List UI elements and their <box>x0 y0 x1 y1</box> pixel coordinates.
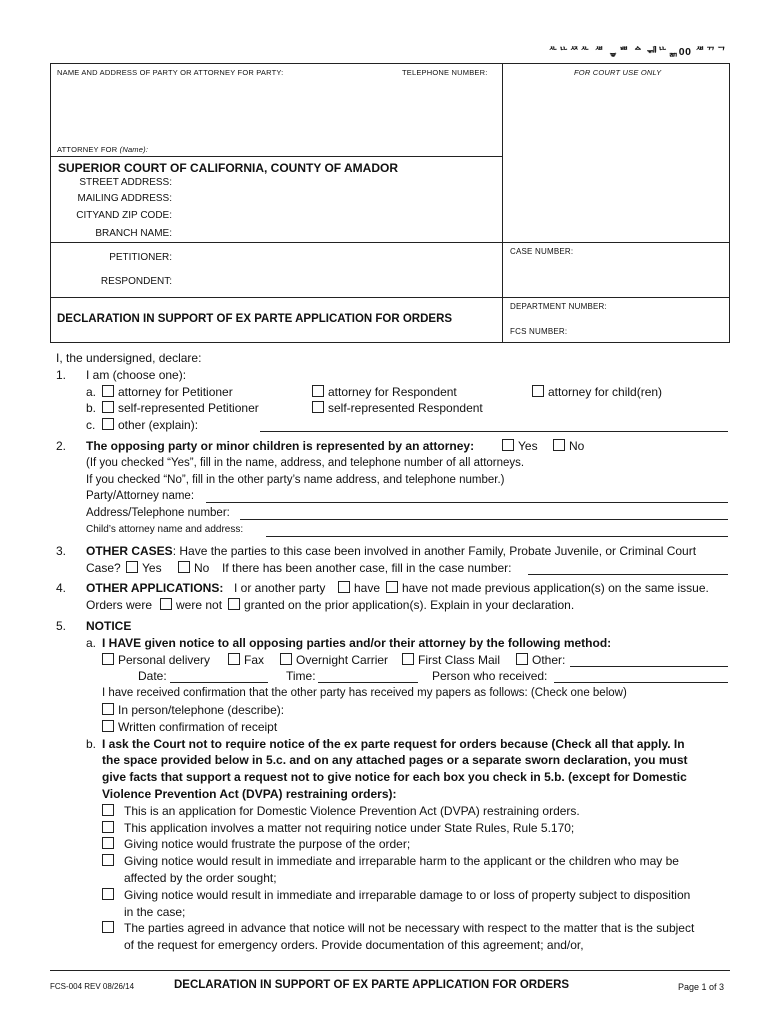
notice-a-row <box>50 635 740 652</box>
frustrate-purpose-checkbox[interactable] <box>102 837 114 849</box>
child-attorney-label: Child’s attorney name and address: <box>86 523 244 535</box>
first-class-mail-label: First Class Mail <box>418 652 501 667</box>
party-attorney-label: Party/Attorney name: <box>86 490 195 503</box>
attorney-for-name-hint: (Name): <box>119 145 149 154</box>
notice-b-row-1 <box>50 736 740 753</box>
agreed-no-notice-label: The parties agreed in advance that notice will not be necessary with respect to the matter that is the subject <box>124 921 695 936</box>
item-letter: a. <box>86 635 97 650</box>
item-letter: c. <box>86 418 96 433</box>
other-cases-text: : Have the parties to this case been involved in another Family, Probate Juvenile, or Criminal Court <box>172 543 697 558</box>
self-respondent-label: self-represented Respondent <box>328 401 483 416</box>
atty-respondent-checkbox[interactable] <box>312 385 324 397</box>
attorney-for-text: ATTORNEY FOR <box>57 145 118 154</box>
section-2-text: The opposing party or minor children is represented by an attorney: <box>86 438 475 453</box>
self-petitioner-label: self-represented Petitioner <box>118 401 259 416</box>
section-4-orders-row <box>50 597 740 614</box>
property-damage-label: Giving notice would result in immediate and irreparable damage to or loss of property subject to disposition <box>124 887 691 902</box>
person-received-label: Person who received: <box>432 669 548 684</box>
property-damage-checkbox[interactable] <box>102 888 114 900</box>
other-applications-heading: OTHER APPLICATIONS: <box>86 581 224 596</box>
note-text: If you checked “No”, fill in the other party’s name address, and telephone number.) <box>86 473 505 486</box>
other-method-label: Other: <box>532 652 566 667</box>
atty-respondent-label: attorney for Respondent <box>328 384 457 399</box>
court-use-label: FOR COURT USE ONLY <box>574 68 662 77</box>
confirmation-row <box>50 685 740 702</box>
section-4-heading <box>50 580 740 597</box>
agreed-no-notice-checkbox[interactable] <box>102 921 114 933</box>
other-role-input[interactable] <box>260 419 728 432</box>
notice-date-row <box>50 668 740 685</box>
rule-5170-label: This application involves a matter not requiring notice under State Rules, Rule 5.170; <box>124 820 575 835</box>
orders-were-label: Orders were <box>86 598 153 613</box>
no-label: No <box>194 560 210 575</box>
dvpa-label: This is an application for Domestic Violence Prevention Act (DVPA) restraining orders. <box>124 803 580 818</box>
have-not-checkbox[interactable] <box>386 581 398 593</box>
case-label: Case? <box>86 560 121 575</box>
declaration-body <box>50 350 740 954</box>
party-label: NAME AND ADDRESS OF PARTY OR ATTORNEY FOR PARTY: <box>57 68 284 77</box>
notice-method-row <box>50 652 740 669</box>
yes-label: Yes <box>142 560 162 575</box>
child-attorney-row <box>50 522 740 539</box>
frustrate-purpose-label: Giving notice would frustrate the purpose of the order; <box>124 837 411 852</box>
item-letter: b. <box>86 736 97 751</box>
notice-b-row-4 <box>50 786 740 803</box>
notice-b-row-2 <box>50 752 740 769</box>
section-1-text: I am (choose one): <box>86 367 187 382</box>
written-confirmation-checkbox[interactable] <box>102 720 114 732</box>
section-5-heading <box>50 618 740 635</box>
footer-title: DECLARATION IN SUPPORT OF EX PARTE APPLICATION FOR ORDERS <box>174 979 570 991</box>
personal-delivery-label: Personal delivery <box>118 652 211 667</box>
no-notice-text: I ask the Court not to require notice of the ex parte request for orders because (Check all that apply. In <box>102 736 685 751</box>
address-telephone-row <box>50 505 740 522</box>
confirmation-text: I have received confirmation that the other party has received my papers as follows: (Check one below) <box>102 687 627 700</box>
section-1-heading <box>50 367 740 384</box>
reason-harm-row <box>50 853 740 870</box>
notice-heading: NOTICE <box>86 618 132 633</box>
mailing-address-label: MAILING ADDRESS: <box>77 193 172 204</box>
reason-property-row <box>50 887 740 904</box>
case-number-label: CASE NUMBER: <box>510 247 574 256</box>
section-number: 3. <box>56 543 67 558</box>
written-confirmation-label: Written confirmation of receipt <box>118 719 278 734</box>
atty-children-label: attorney for child(ren) <box>548 384 663 399</box>
overnight-carrier-label: Overnight Carrier <box>296 652 389 667</box>
notice-time-input[interactable] <box>318 670 418 683</box>
no-notice-text: Violence Prevention Act (DVPA) restraining orders): <box>102 786 397 801</box>
written-confirmation-row <box>50 719 740 736</box>
other-role-label: other (explain): <box>118 418 199 433</box>
reason-harm-row-2 <box>50 870 740 887</box>
section-2-note-1 <box>50 455 740 472</box>
section-3-heading <box>50 543 740 560</box>
form-title: DECLARATION IN SUPPORT OF EX PARTE APPLICATION FOR ORDERS <box>57 313 453 325</box>
section-2-note-2 <box>50 472 740 489</box>
irreparable-harm-checkbox[interactable] <box>102 854 114 866</box>
granted-label: granted on the prior application(s). Explain in your declaration. <box>244 598 575 613</box>
form-id: FCS-004 REV 08/26/14 <box>50 982 135 991</box>
represented-no-checkbox[interactable] <box>553 439 565 451</box>
fax-checkbox[interactable] <box>228 653 240 665</box>
atty-children-checkbox[interactable] <box>532 385 544 397</box>
section-2-heading <box>50 438 740 455</box>
intro-text: I, the undersigned, declare: <box>56 351 202 365</box>
have-label: have <box>354 581 381 596</box>
address-telephone-input[interactable] <box>240 507 728 520</box>
telephone-label: TELEPHONE NUMBER: <box>402 68 488 77</box>
other-applications-text: I or another party <box>234 581 326 596</box>
other-method-checkbox[interactable] <box>516 653 528 665</box>
granted-checkbox[interactable] <box>228 598 240 610</box>
no-notice-text: the space provided below in 5.c. and on any attached pages or a separate sworn declaration, you must <box>102 753 688 768</box>
other-method-input[interactable] <box>570 654 728 667</box>
reason-rule-row <box>50 820 740 837</box>
section-number: 2. <box>56 438 67 453</box>
note-text: (If you checked “Yes”, fill in the name, address, and telephone number of all attorneys. <box>86 456 525 469</box>
item-letter: a. <box>86 384 97 399</box>
section-number: 4. <box>56 581 67 596</box>
other-role-checkbox[interactable] <box>102 418 114 430</box>
party-attorney-input[interactable] <box>206 490 728 503</box>
caption-rule <box>50 297 730 298</box>
reason-dvpa-row <box>50 803 740 820</box>
have-checkbox[interactable] <box>338 581 350 593</box>
party-attorney-row <box>50 488 740 505</box>
petitioner-label: PETITIONER: <box>109 252 172 263</box>
caption-divider <box>502 63 503 343</box>
self-petitioner-checkbox[interactable] <box>102 401 114 413</box>
department-number-label: DEPARTMENT NUMBER: <box>510 302 607 311</box>
person-received-input[interactable] <box>554 670 728 683</box>
time-label: Time: <box>286 669 316 684</box>
item-letter: b. <box>86 401 97 416</box>
attorney-for-label <box>57 145 148 154</box>
case-number-prompt: If there has been another case, fill in the case number: <box>222 560 512 575</box>
have-not-label: have not made previous application(s) on the same issue. <box>402 581 709 596</box>
intro-line <box>50 350 740 367</box>
irreparable-harm-label: Giving notice would result in immediate and irreparable harm to the applicant or the children who may be <box>124 854 679 869</box>
reason-agreed-row-2 <box>50 937 740 954</box>
page-number: Page 1 of 3 <box>678 982 725 992</box>
notice-b-row-3 <box>50 769 740 786</box>
reason-property-row-2 <box>50 904 740 921</box>
reason-agreed-row <box>50 920 740 937</box>
respondent-label: RESPONDENT: <box>100 276 172 287</box>
branch-name-label: BRANCH NAME: <box>95 228 172 239</box>
other-case-yes-checkbox[interactable] <box>126 561 138 573</box>
first-class-mail-checkbox[interactable] <box>402 653 414 665</box>
were-not-checkbox[interactable] <box>160 598 172 610</box>
atty-petitioner-label: attorney for Petitioner <box>118 384 233 399</box>
fcs-number-label: FCS NUMBER: <box>510 327 568 336</box>
reason-frustrate-row <box>50 836 740 853</box>
notice-date-input[interactable] <box>170 670 268 683</box>
form-corner-code: ᄮᄔᄶᄮ ᄲ ᇴᄈ ᅀ ᆐᄔᇑ00 ᄲᄁᄀ <box>548 46 727 58</box>
in-person-label: In person/telephone (describe): <box>118 702 285 717</box>
yes-label: Yes <box>518 438 538 453</box>
section-1-row-c <box>50 417 740 434</box>
in-person-row <box>50 702 740 719</box>
section-3-case-row <box>50 560 740 577</box>
other-cases-heading: OTHER CASES <box>86 543 173 558</box>
court-name: SUPERIOR COURT OF CALIFORNIA, COUNTY OF AMADOR <box>58 161 398 175</box>
notice-given-text: I HAVE given notice to all opposing parties and/or their attorney by the following method: <box>102 635 612 650</box>
self-respondent-checkbox[interactable] <box>312 401 324 413</box>
fax-label: Fax <box>244 652 265 667</box>
caption-rule <box>50 156 503 157</box>
represented-yes-checkbox[interactable] <box>502 439 514 451</box>
section-number: 1. <box>56 367 67 382</box>
city-zip-label: CITYAND ZIP CODE: <box>76 210 172 221</box>
were-not-label: were not <box>176 598 223 613</box>
footer-rule <box>50 970 730 971</box>
atty-petitioner-checkbox[interactable] <box>102 385 114 397</box>
child-attorney-input[interactable] <box>266 524 728 537</box>
personal-delivery-checkbox[interactable] <box>102 653 114 665</box>
property-damage-label: in the case; <box>124 904 186 919</box>
caption-rule <box>50 242 730 243</box>
overnight-carrier-checkbox[interactable] <box>280 653 292 665</box>
in-person-checkbox[interactable] <box>102 703 114 715</box>
other-case-no-checkbox[interactable] <box>178 561 190 573</box>
irreparable-harm-label: affected by the order sought; <box>124 870 277 885</box>
agreed-no-notice-label: of the request for emergency orders. Provide documentation of this agreement; and/or, <box>124 938 584 953</box>
address-telephone-label: Address/Telephone number: <box>86 507 230 520</box>
section-number: 5. <box>56 618 67 633</box>
section-1-row-a <box>50 384 740 401</box>
section-1-row-b <box>50 400 740 417</box>
date-label: Date: <box>138 669 167 684</box>
rule-5170-checkbox[interactable] <box>102 821 114 833</box>
no-notice-text: give facts that support a request not to give notice for each box you check in 5.b. (except for Domestic <box>102 770 687 785</box>
other-case-number-input[interactable] <box>528 562 728 575</box>
no-label: No <box>569 438 585 453</box>
street-address-label: STREET ADDRESS: <box>79 177 172 188</box>
dvpa-checkbox[interactable] <box>102 804 114 816</box>
